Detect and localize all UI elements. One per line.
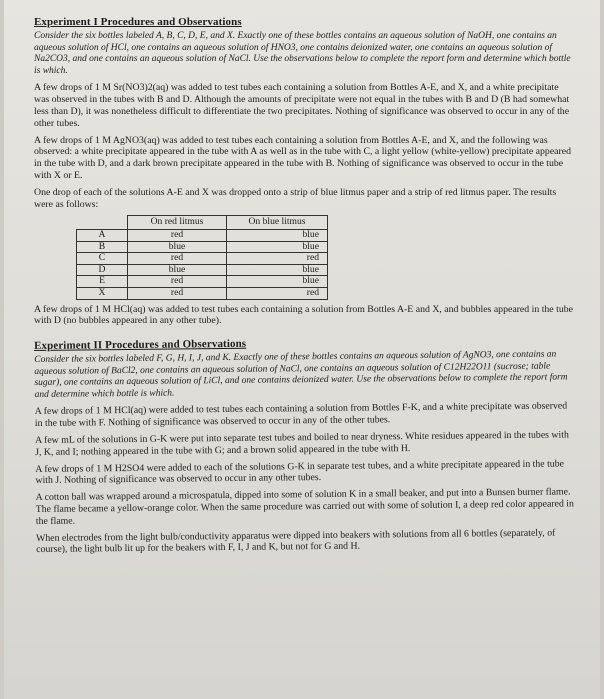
exp2-paragraph-2: A few mL of the solutions in G-K were put into separate test tubes and boiled to near dryness. White residues appeared in the tubes with J, K, and I; nothing appeared in the tube with G; and a brown solid appeared in the tube with H. bbox=[34, 429, 569, 458]
row-label: X bbox=[77, 287, 128, 299]
exp2-intro: Consider the six bottles labeled F, G, H, I, J, and K. Exactly one of these bottles contains an aqueous solution of AgNO3, one contains an aqueous solution of BaCl2, one contains an aqueous solution of NaCl, one contains an aqueous solution of C12H22O11 (sucrose; table sugar), one contains an aqueous solution of LiCl, and one contains deionized water. Use the observations below to complete the report form and determine which bottle is which. bbox=[34, 349, 568, 400]
exp2-section bbox=[34, 334, 576, 556]
exp2-title: Experiment II Procedures and Observations bbox=[34, 337, 247, 353]
blue-litmus-result: blue bbox=[227, 264, 328, 276]
table-row bbox=[77, 229, 328, 241]
table-row bbox=[77, 287, 328, 299]
exp2-paragraph-4: A cotton ball was wrapped around a microspatula, dipped into some of solution K in a small beaker, and put into a Bunsen burner flame. The flame became a yellow-orange color. When the same procedure was carried out with some of solution I, a deep red color appeared in the flame. bbox=[35, 486, 574, 527]
exp1-intro: Consider the six bottles labeled A, B, C, D, E, and X. Exactly one of these bottles contains an aqueous solution of NaOH, one contains an aqueous solution of HCl, one contains an aqueous solution of HNO3, one contains deionized water, one contains an aqueous solution of Na2CO3, and one contains an aqueous solution of NaCl. Use the observations below to complete the report form and determine which bottle is which. bbox=[34, 31, 571, 76]
blue-litmus-result: red bbox=[227, 253, 328, 265]
table-row bbox=[77, 264, 328, 276]
litmus-results-table bbox=[76, 215, 328, 299]
table-corner-cell bbox=[77, 216, 128, 230]
row-label: B bbox=[77, 241, 128, 253]
red-litmus-result: red bbox=[128, 276, 227, 288]
table-row bbox=[77, 276, 328, 288]
table-body bbox=[77, 229, 328, 299]
blue-litmus-result: blue bbox=[227, 241, 328, 253]
red-litmus-result: red bbox=[128, 229, 227, 241]
red-litmus-result: red bbox=[128, 253, 227, 265]
exp2-paragraph-5: When electrodes from the light bulb/conductivity apparatus were dipped into beakers with solutions from all 6 bottles (separately, of course), the light bulb lit up for the beakers with F, I, J and K, but not for G and H. bbox=[36, 527, 556, 556]
table-row bbox=[77, 241, 328, 253]
row-label: A bbox=[77, 229, 128, 241]
red-litmus-result: blue bbox=[128, 264, 227, 276]
row-label: C bbox=[77, 253, 128, 265]
document-page bbox=[4, 0, 600, 699]
exp1-paragraph-1: A few drops of 1 M Sr(NO3)2(aq) was added to test tubes each containing a solution from Bottles A-E, and X, and a white precipitate was observed in the tubes with B and D. Although the amounts of precipitate were not equal in the tubes with B and D (B had somewhat less than D), it was nonetheless difficult to differentiate the two precipitates. Nothing of significance was observed to occur in any of the other tubes. bbox=[34, 82, 570, 129]
exp1-title: Experiment I Procedures and Observations bbox=[34, 16, 242, 28]
exp2-paragraph-3: A few drops of 1 M H2SO4 were added to each of the solutions G-K in separate test tubes, and a white precipitate appeared in the tube with J. Nothing of significance was observed to occur in any other tubes. bbox=[35, 458, 564, 487]
exp1-paragraph-3: One drop of each of the solutions A-E and X was dropped onto a strip of blue litmus paper and a strip of red litmus paper. The results were as follows: bbox=[34, 186, 557, 210]
exp1-paragraph-4: A few drops of 1 M HCl(aq) was added to test tubes each containing a solution from Bottles A-E and X, and bubbles appeared in the tube with D (no bubbles appeared in any other tube). bbox=[34, 303, 573, 327]
table-row bbox=[77, 253, 328, 265]
blue-litmus-result: blue bbox=[227, 276, 328, 288]
row-label: E bbox=[77, 276, 128, 288]
row-label: D bbox=[77, 264, 128, 276]
header-red-litmus: On red litmus bbox=[128, 216, 227, 230]
document-content bbox=[34, 16, 574, 561]
blue-litmus-result: blue bbox=[227, 229, 328, 241]
red-litmus-result: red bbox=[128, 287, 227, 299]
table-header-row bbox=[77, 216, 328, 230]
red-litmus-result: blue bbox=[128, 241, 227, 253]
blue-litmus-result: red bbox=[227, 287, 328, 299]
exp2-paragraph-1: A few drops of 1 M HCl(aq) were added to test tubes each containing a solution from Bottles F-K, and a white precipitate was observed in the tube with F. Nothing of significance was observed to occur in any of the other tubes. bbox=[34, 400, 568, 430]
exp1-paragraph-2: A few drops of 1 M AgNO3(aq) was added to test tubes each containing a solution from Bottles A-E, and X, and the following was observed: a white precipitate appeared in the tube with A as well as in the tube with C, a light yellow (white-yellow) precipitate appeared in the tube with D, and a dark brown precipitate appeared in the tube with B. Nothing of significance was observed to occur in the tube with X or E. bbox=[34, 134, 572, 181]
header-blue-litmus: On blue litmus bbox=[227, 216, 328, 230]
